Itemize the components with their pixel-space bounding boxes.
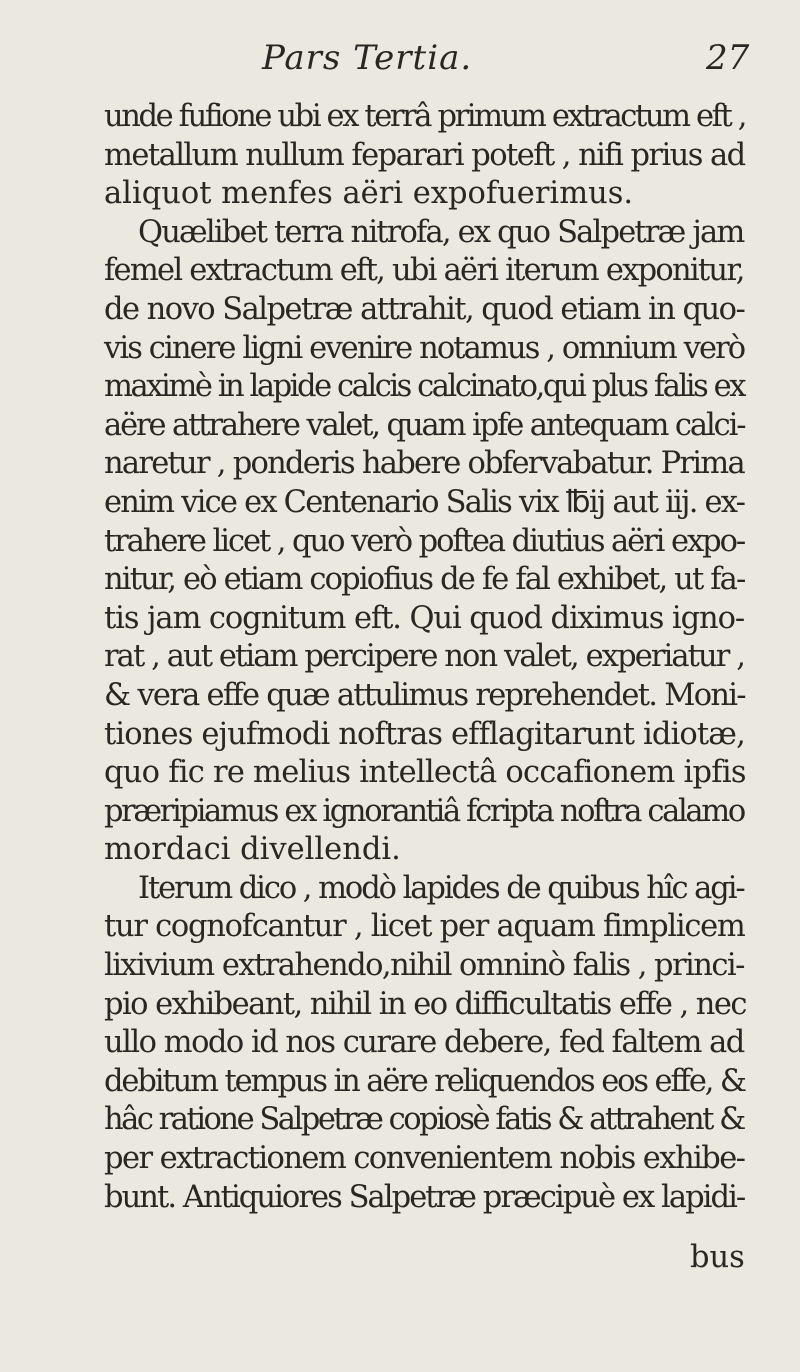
text-line: aëre attrahere valet, quam ipfe antequam calci- [104,407,745,443]
text-line: Quælibet terra nitrofa, ex quo Salpetræ jam [138,214,744,250]
text-line: unde fufione ubi ex terrâ primum extractum eft , [104,99,746,134]
text-line: trahere licet , quo verò poftea diutius aëri expo- [104,523,745,559]
text-line: naretur , ponderis habere obfervabatur. Prima [104,446,744,482]
text-line: nitur, eò etiam copiofius de fe fal exhibet, ut fa- [104,562,745,598]
text-line: tur cognofcantur , licet per aquam fimplicem [104,909,745,945]
text-line: & vera effe quæ attulimus reprehendet. Moni- [104,677,745,713]
text-line: tis jam cognitum eft. Qui quod diximus igno- [104,600,745,636]
text-line: aliquot menfes aëri expofuerimus. [104,176,634,212]
page-number: 27 [706,38,750,78]
text-line: per extractionem convenientem nobis exhibe- [104,1141,745,1177]
running-title: Pars Tertia. [262,38,473,78]
text-line: maximè in lapide calcis calcinato,qui plus falis ex [104,369,744,405]
text-line: debitum tempus in aëre reliquendos eos effe, & [104,1063,745,1099]
text-line: lixivium extrahendo,nihil omninò falis , princi- [104,948,744,984]
text-line: hâc ratione Salpetræ copiosè fatis & attrahent & [104,1102,744,1138]
text-line: Iterum dico , modò lapides de quibus hîc agi- [138,870,744,906]
text-line: metallum nullum feparari poteft , nifi prius ad [104,137,745,173]
catchword: bus [690,1240,745,1275]
text-line: tiones ejufmodi noftras efflagitarunt idiotæ, [104,716,745,752]
text-line: rat , aut etiam percipere non valet, experiatur , [104,639,745,675]
text-line: vis cinere ligni evenire notamus , omnium verò [104,330,745,366]
text-line: de novo Salpetræ attrahit, quod etiam in quo- [104,291,745,327]
text-line: præripiamus ex ignorantiâ fcripta noftra calamo [104,793,744,829]
text-line: enim vice ex Centenario Salis vix ℔ij aut iij. ex- [104,484,745,520]
text-line: pio exhibeant, nihil in eo difficultatis effe , nec [104,986,746,1022]
text-line: ullo modo id nos curare debere, fed faltem ad [104,1025,744,1061]
text-line: mordaci divellendi. [104,832,401,868]
text-line: quo fic re melius intellectâ occafionem ipfis [104,755,746,791]
running-header [0,38,800,88]
body-text [104,98,744,1217]
text-line: femel extractum eft, ubi aëri iterum exponitur, [104,253,744,289]
text-line: bunt. Antiquiores Salpetræ præcipuè ex lapidi- [104,1179,745,1215]
